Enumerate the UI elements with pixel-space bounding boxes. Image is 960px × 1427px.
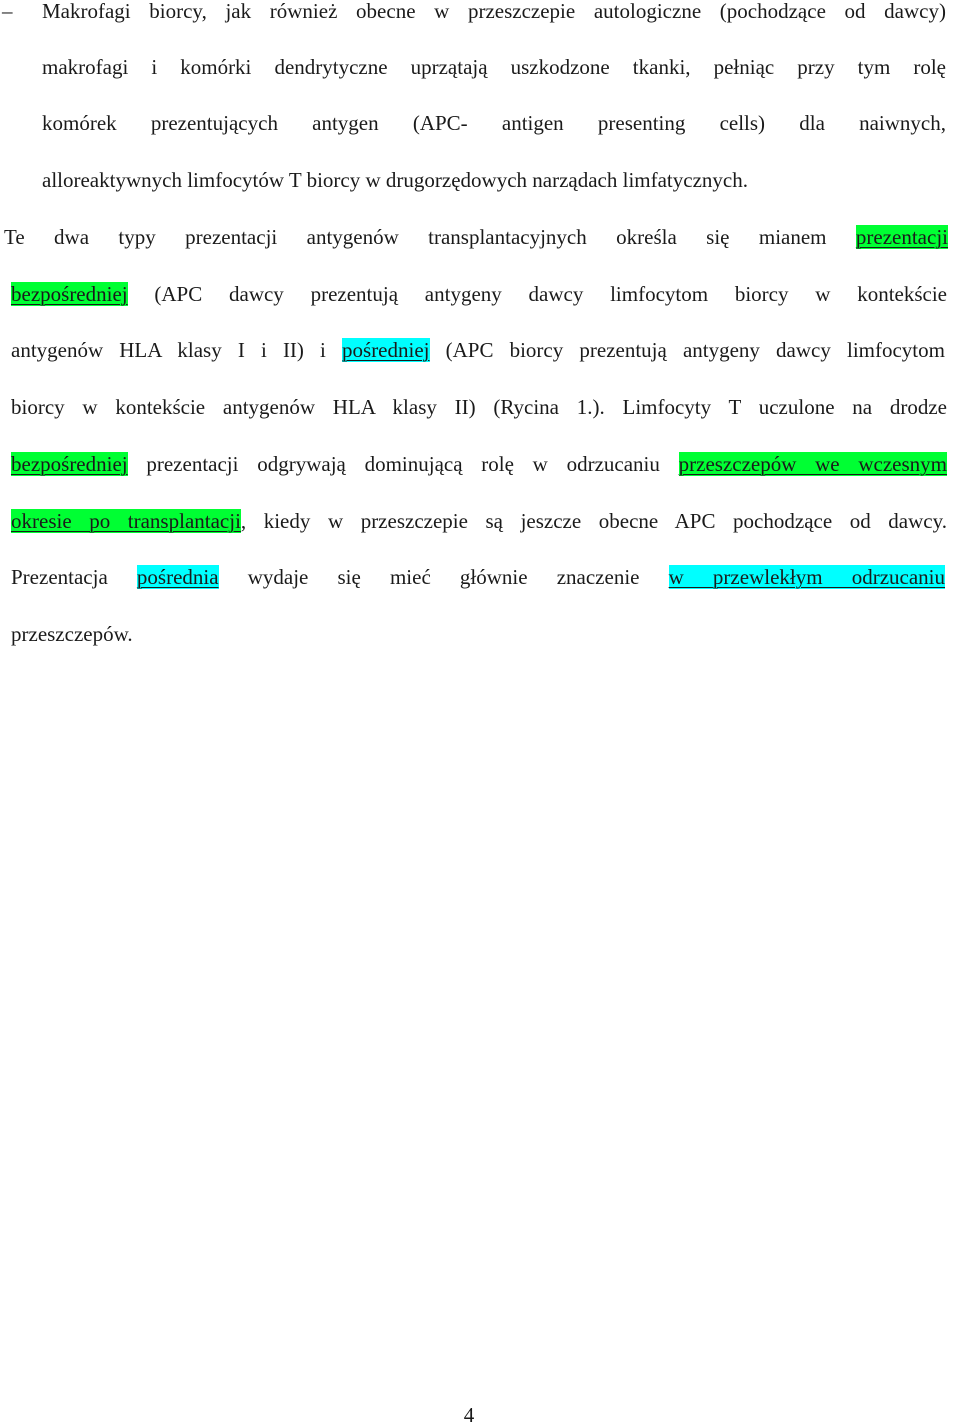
paragraph-line-4: biorcy w kontekście antygenów HLA klasy II) (Rycina 1.). Limfocyty T uczulone na drodze xyxy=(11,395,947,419)
highlight-cyan: w przewlekłym odrzucaniu xyxy=(668,565,945,589)
paragraph-line-6 xyxy=(11,508,947,534)
highlight-green: bezpośredniej xyxy=(11,452,128,476)
text-span: prezentacji odgrywają dominującą rolę w odrzucaniu xyxy=(127,452,679,476)
highlight-green: prezentacji xyxy=(855,225,948,249)
highlight-green: okresie po transplantacji xyxy=(11,509,241,533)
bullet-line-1: Makrofagi biorcy, jak również obecne w przeszczepie autologiczne (pochodzące od dawcy) xyxy=(42,0,946,23)
bullet-line-3: komórek prezentujących antygen (APC- antigen presenting cells) dla naiwnych, xyxy=(42,111,946,135)
bullet-line-2: makrofagi i komórki dendrytyczne uprzątają uszkodzone tkanki, pełniąc przy tym rolę xyxy=(42,55,946,79)
highlight-cyan: pośrednia xyxy=(136,565,219,589)
paragraph-line-3 xyxy=(11,337,945,363)
paragraph-line-7 xyxy=(11,564,945,590)
bullet-line-4: alloreaktywnych limfocytów T biorcy w drugorzędowych narządach limfatycznych. xyxy=(42,168,748,192)
text-span: antygenów HLA klasy I i II) i xyxy=(11,338,343,362)
paragraph-line-5 xyxy=(11,451,947,477)
text-span: Te dwa typy prezentacji antygenów transplantacyjnych określa się mianem xyxy=(4,225,856,249)
text-span: Prezentacja xyxy=(11,565,137,589)
highlight-green: bezpośredniej xyxy=(11,282,128,306)
page-number: 4 xyxy=(463,1403,475,1427)
text-span: , kiedy w przeszczepie są jeszcze obecne APC pochodzące od dawcy. xyxy=(240,509,947,533)
highlight-green: przeszczepów we wczesnym xyxy=(678,452,947,476)
list-dash-marker: – xyxy=(2,0,13,23)
paragraph-line-8: przeszczepów. xyxy=(11,622,133,646)
text-span: wydaje się mieć głównie znaczenie xyxy=(218,565,669,589)
highlight-cyan: pośredniej xyxy=(342,338,430,362)
paragraph-line-1 xyxy=(4,224,948,250)
text-span: (APC dawcy prezentują antygeny dawcy limfocytom biorcy w kontekście xyxy=(127,282,947,306)
text-span: (APC biorcy prezentują antygeny dawcy limfocytom xyxy=(429,338,945,362)
paragraph-line-2 xyxy=(11,281,947,307)
